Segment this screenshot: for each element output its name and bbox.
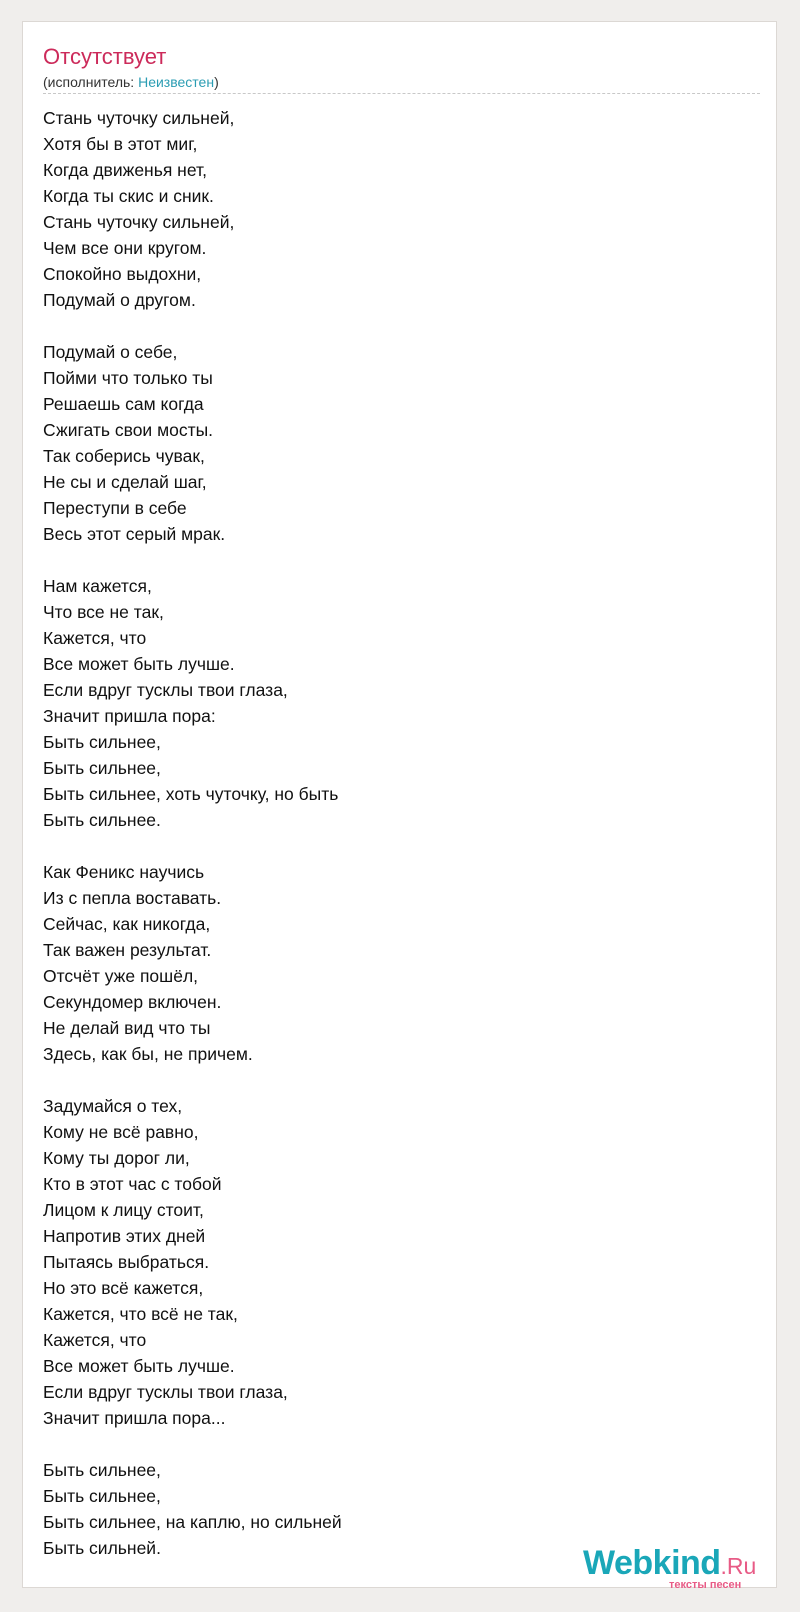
lyrics-line: Все может быть лучше. (43, 1356, 235, 1376)
site-logo[interactable] (583, 1544, 783, 1591)
lyrics-line: Решаешь сам когда (43, 394, 204, 414)
lyrics-line: Кажется, что всё не так, (43, 1304, 238, 1324)
logo-name: Webkind (583, 1544, 721, 1582)
artist-line (43, 73, 219, 91)
lyrics-line: Не сы и сделай шаг, (43, 472, 207, 492)
lyrics-card (22, 21, 777, 1591)
lyrics-line: Быть сильнее, (43, 1460, 161, 1480)
lyrics-line: Сжигать свои мосты. (43, 420, 214, 440)
lyrics-line: Весь этот серый мрак. (43, 524, 226, 544)
lyrics-line: Хотя бы в этот миг, (43, 134, 198, 154)
lyrics-line: Лицом к лицу стоит, (43, 1200, 204, 1220)
lyrics-line: Когда ты скис и сник. (43, 186, 214, 206)
lyrics-line: Так важен результат. (43, 940, 212, 960)
lyrics-line: Значит пришла пора: (43, 706, 216, 726)
header-divider (43, 93, 760, 94)
lyrics-line: Кто в этот час с тобой (43, 1174, 222, 1194)
artist-prefix: (исполнитель: (43, 74, 139, 90)
lyrics-line: Быть сильнее. (43, 810, 161, 830)
lyrics-line: Напротив этих дней (43, 1226, 206, 1246)
lyrics-stanza (43, 859, 723, 1067)
lyrics-line: Кому ты дорог ли, (43, 1148, 190, 1168)
logo-suffix: .Ru (720, 1553, 757, 1579)
lyrics-line: Быть сильнее, хоть чуточку, но быть (43, 784, 339, 804)
lyrics-line: Если вдруг тусклы твои глаза, (43, 680, 288, 700)
lyrics-line: Кажется, что (43, 1330, 147, 1350)
lyrics-line: Здесь, как бы, не причем. (43, 1044, 253, 1064)
lyrics-line: Секундомер включен. (43, 992, 222, 1012)
song-title: Отсутствует (43, 44, 167, 69)
lyrics-line: Все может быть лучше. (43, 654, 235, 674)
lyrics-line: Быть сильнее, (43, 758, 161, 778)
lyrics-line: Подумай о себе, (43, 342, 178, 362)
lyrics-line: Быть сильнее, (43, 732, 161, 752)
lyrics-line: Но это всё кажется, (43, 1278, 204, 1298)
lyrics-line: Чем все они кругом. (43, 238, 207, 258)
lyrics-line: Что все не так, (43, 602, 164, 622)
lyrics-line: Как Феникс научись (43, 862, 205, 882)
artist-link[interactable]: Неизвестен (138, 74, 215, 90)
logo-tagline: тексты песен (669, 1579, 742, 1591)
lyrics-line: Переступи в себе (43, 498, 187, 518)
lyrics-stanza (43, 573, 723, 833)
lyrics-stanza (43, 1093, 723, 1431)
lyrics-line: Кажется, что (43, 628, 147, 648)
lyrics-line: Стань чуточку сильней, (43, 108, 235, 128)
lyrics-line: Так соберись чувак, (43, 446, 205, 466)
lyrics-line: Быть сильней. (43, 1538, 161, 1558)
lyrics-line: Сейчас, как никогда, (43, 914, 211, 934)
lyrics-line: Если вдруг тусклы твои глаза, (43, 1382, 288, 1402)
lyrics-line: Кому не всё равно, (43, 1122, 199, 1142)
lyrics-line: Нам кажется, (43, 576, 152, 596)
lyrics-line: Задумайся о тех, (43, 1096, 183, 1116)
lyrics-text (43, 105, 723, 1561)
lyrics-line: Спокойно выдохни, (43, 264, 202, 284)
lyrics-line: Отсчёт уже пошёл, (43, 966, 199, 986)
lyrics-line: Когда движенья нет, (43, 160, 207, 180)
lyrics-line: Быть сильнее, (43, 1486, 161, 1506)
lyrics-stanza (43, 105, 723, 313)
lyrics-stanza (43, 339, 723, 547)
lyrics-line: Пойми что только ты (43, 368, 213, 388)
lyrics-line: Не делай вид что ты (43, 1018, 211, 1038)
artist-suffix: ) (214, 74, 219, 90)
lyrics-line: Быть сильнее, на каплю, но сильней (43, 1512, 342, 1532)
lyrics-line: Подумай о другом. (43, 290, 196, 310)
lyrics-line: Пытаясь выбраться. (43, 1252, 210, 1272)
lyrics-line: Стань чуточку сильней, (43, 212, 235, 232)
lyrics-line: Из с пепла воставать. (43, 888, 222, 908)
lyrics-line: Значит пришла пора... (43, 1408, 226, 1428)
